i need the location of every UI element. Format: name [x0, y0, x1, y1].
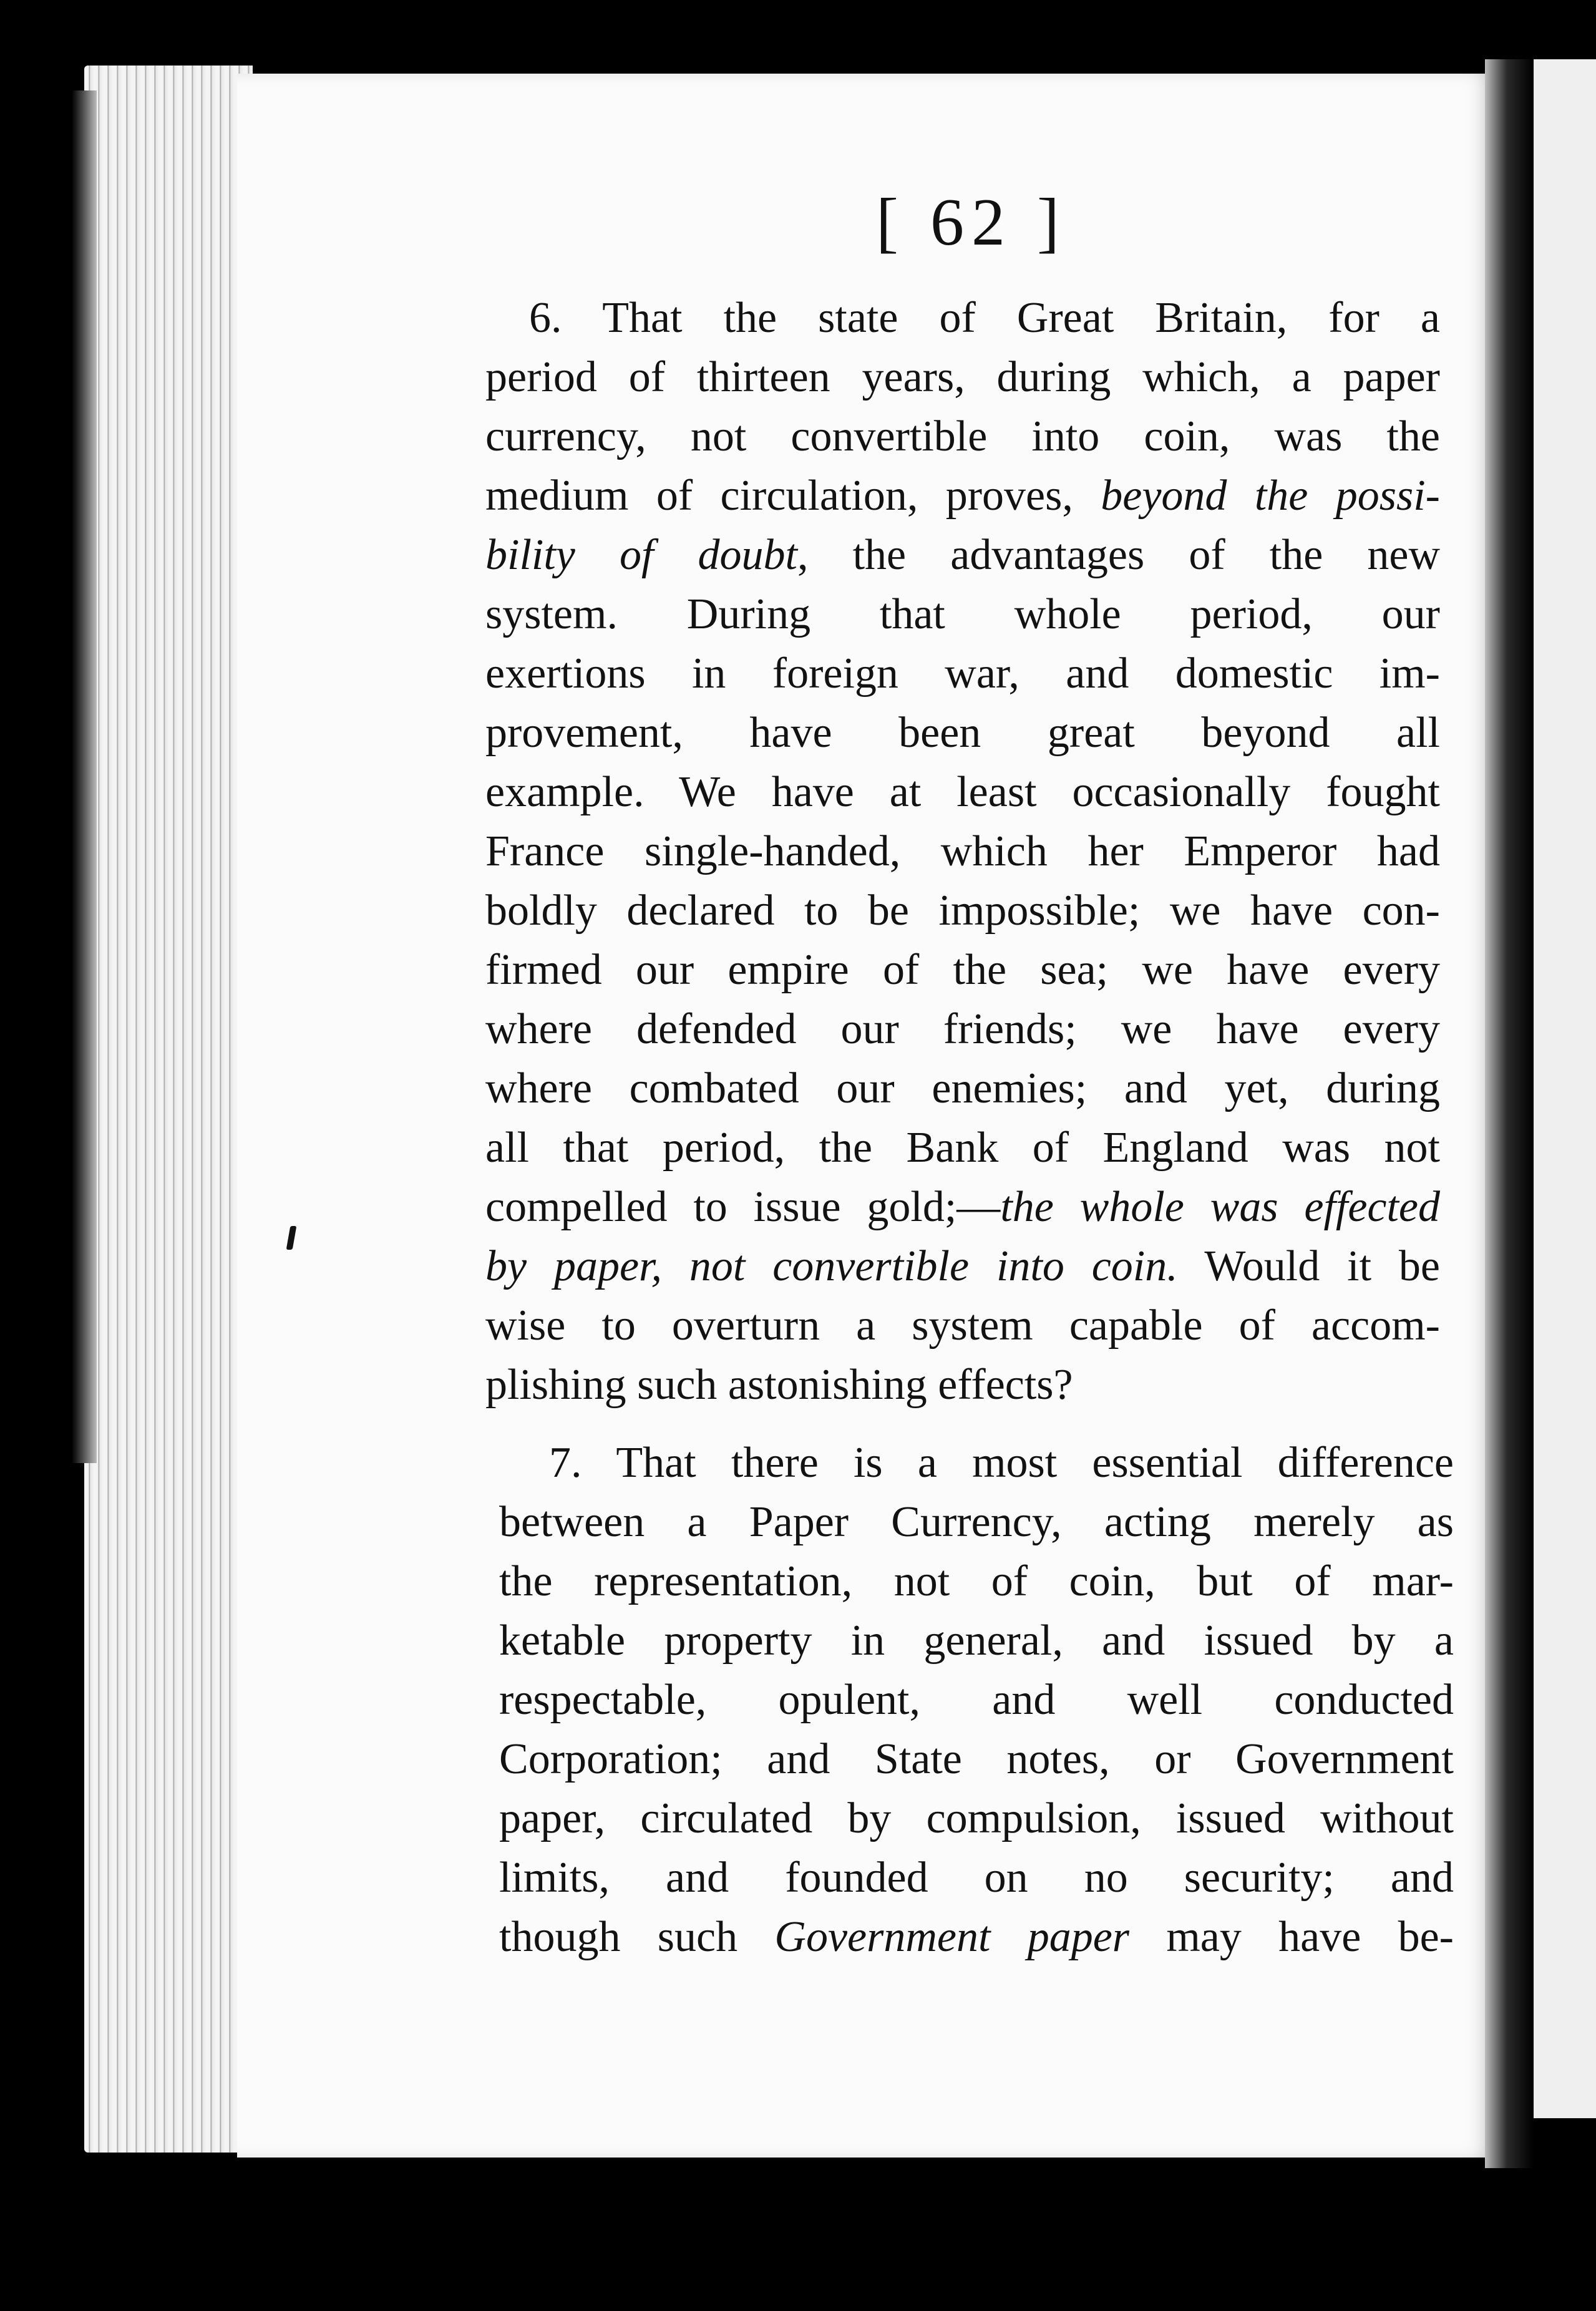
text-line: where combated our enemies; and yet, during — [485, 1064, 1440, 1112]
text-line: limits, and founded on no security; and — [499, 1854, 1454, 1902]
text-line: ketable property in general, and issued by a — [499, 1617, 1454, 1665]
text-line: the representation, not of coin, but of mar- — [499, 1557, 1454, 1605]
text-line: compelled to issue gold;—the whole was effected — [485, 1183, 1440, 1231]
text-line: France single-handed, which her Emperor had — [485, 827, 1440, 875]
text-line: respectable, opulent, and well conducted — [499, 1676, 1454, 1724]
text-line: boldly declared to be impossible; we have con- — [485, 887, 1440, 935]
text-line: currency, not convertible into coin, was the — [485, 412, 1440, 460]
text-line: Corporation; and State notes, or Government — [499, 1735, 1454, 1783]
text-line: wise to overturn a system capable of accom- — [485, 1301, 1440, 1350]
page-edges — [84, 66, 253, 2153]
text-line: by paper, not convertible into coin. Would it be — [485, 1242, 1440, 1290]
text-line: medium of circulation, proves, beyond the possi- — [485, 472, 1440, 520]
text-line: example. We have at least occasionally fought — [485, 768, 1440, 816]
text-line: 7. That there is a most essential difference — [549, 1439, 1454, 1487]
text-line: period of thirteen years, during which, a paper — [485, 353, 1440, 401]
text-line: all that period, the Bank of England was not — [485, 1124, 1440, 1172]
facing-page-edge — [1534, 59, 1596, 2118]
text-line: 6. That the state of Great Britain, for a — [529, 294, 1440, 342]
text-line: firmed our empire of the sea; we have every — [485, 946, 1440, 994]
book-gutter — [1485, 59, 1534, 2168]
text-line: between a Paper Currency, acting merely as — [499, 1498, 1454, 1546]
text-line: paper, circulated by compulsion, issued without — [499, 1794, 1454, 1842]
text-line: plishing such astonishing effects? — [485, 1361, 1073, 1409]
page-number: [ 62 ] — [876, 185, 1067, 260]
text-line: though such Government paper may have be- — [499, 1913, 1454, 1961]
text-line: provement, have been great beyond all — [485, 709, 1440, 757]
text-line: system. During that whole period, our — [485, 590, 1440, 638]
text-line: where defended our friends; we have every — [485, 1005, 1440, 1053]
text-line: exertions in foreign war, and domestic im- — [485, 650, 1440, 698]
text-line: bility of doubt, the advantages of the new — [485, 531, 1441, 579]
